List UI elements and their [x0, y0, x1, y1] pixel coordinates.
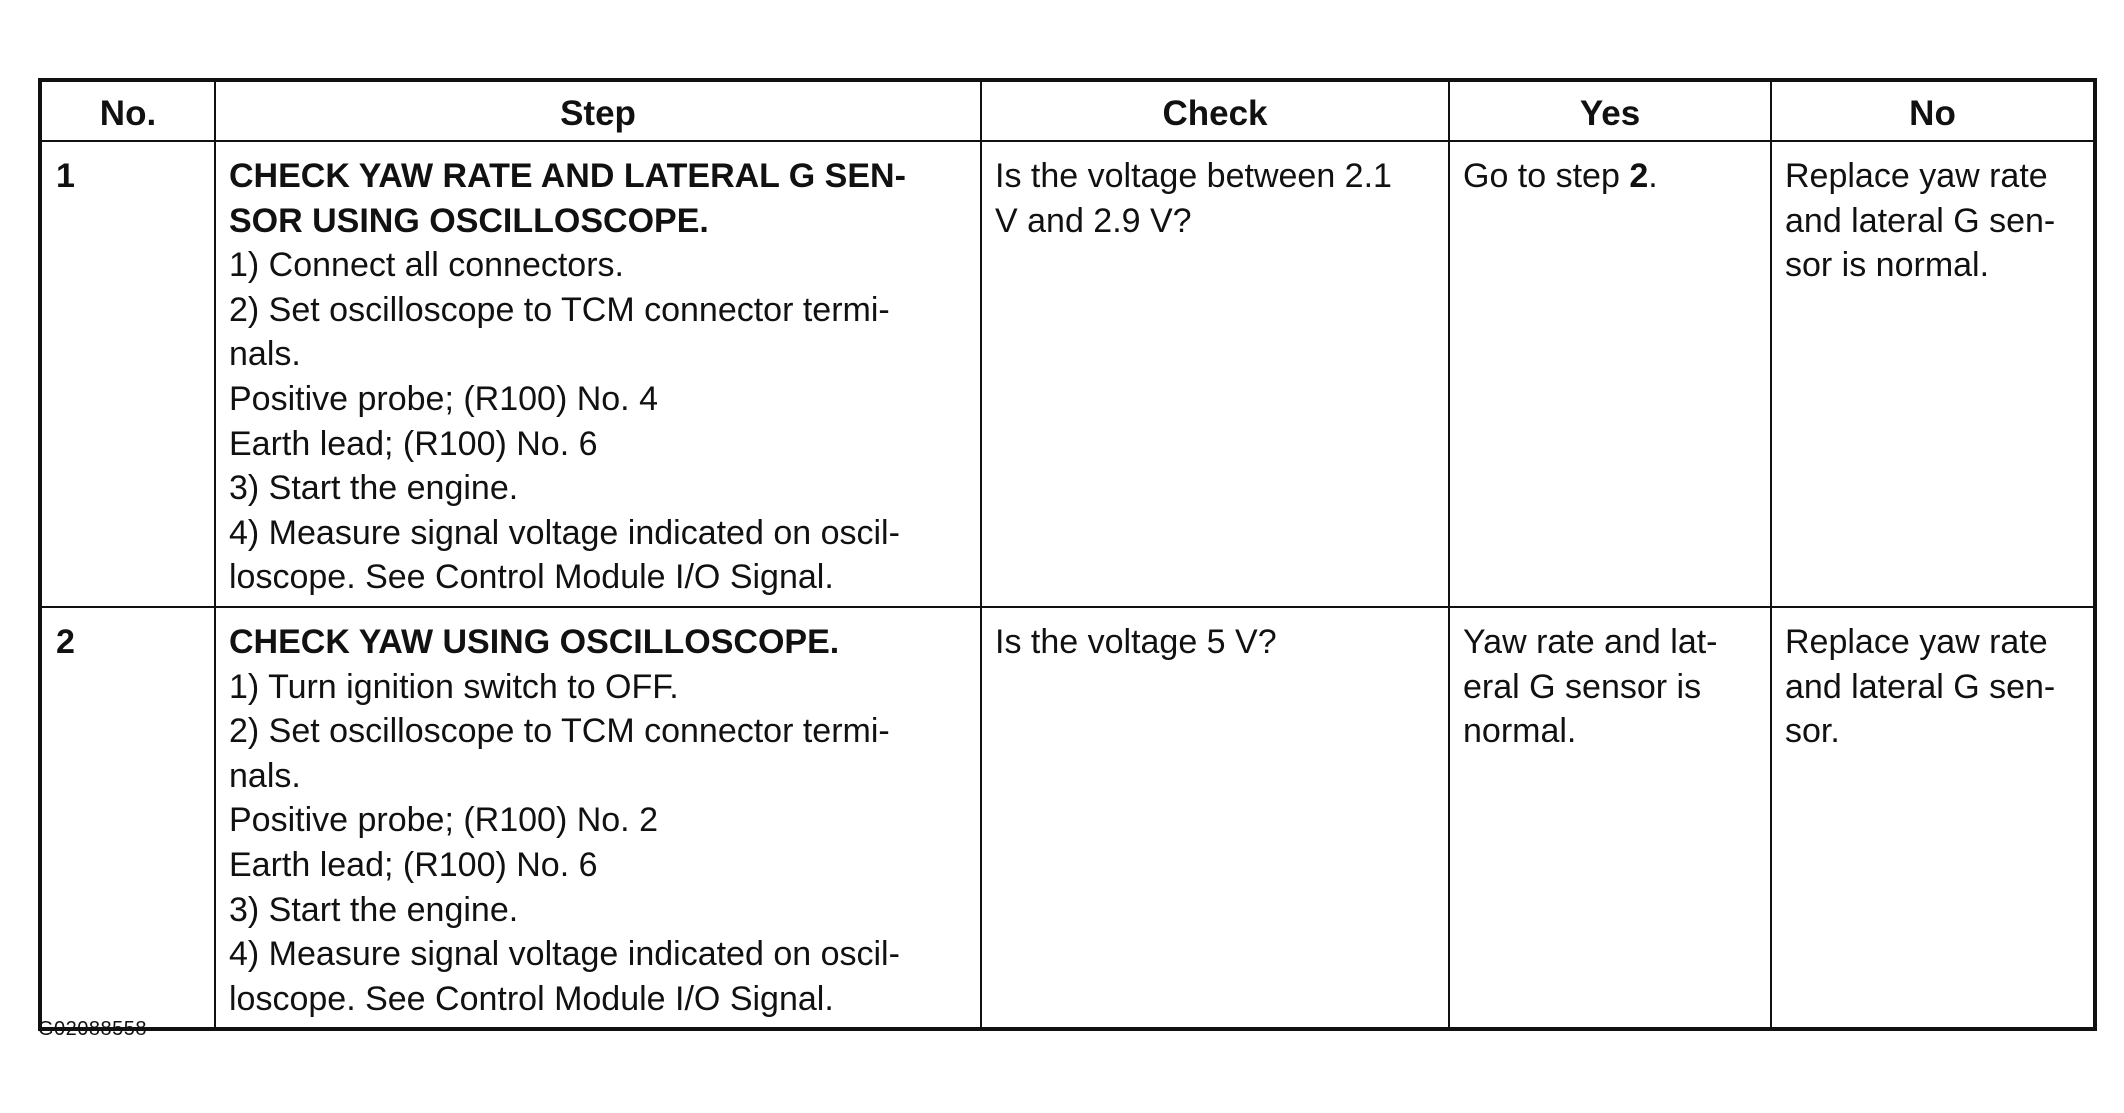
step-cell	[215, 141, 981, 607]
check-cell	[981, 607, 1449, 1029]
no-cell	[1771, 141, 2095, 607]
step-line: loscope. See Control Module I/O Signal.	[229, 979, 834, 1018]
step-line: 3) Start the engine.	[229, 890, 519, 929]
header-yes: Yes	[1449, 80, 1771, 141]
step-line: 1) Turn ignition switch to OFF.	[229, 667, 679, 706]
yes-text-end: .	[1648, 157, 1658, 195]
diagnostic-procedure-table	[38, 78, 2097, 1031]
header-step: Step	[215, 80, 981, 141]
no-line: sor.	[1785, 712, 1840, 751]
check-line: Is the voltage 5 V?	[995, 623, 1277, 661]
header-check: Check	[981, 80, 1449, 141]
step-title-line: CHECK YAW USING OSCILLOSCOPE.	[229, 623, 840, 661]
yes-line: Yaw rate and lat-	[1463, 623, 1718, 661]
no-line: Replace yaw rate	[1785, 157, 2048, 195]
step-line: Positive probe; (R100) No. 4	[229, 379, 658, 418]
no-line: and lateral G sen-	[1785, 201, 2056, 240]
yes-line: normal.	[1463, 712, 1577, 751]
step-line: Earth lead; (R100) No. 6	[229, 424, 598, 463]
yes-line: eral G sensor is	[1463, 667, 1702, 706]
table-header-row	[40, 80, 2095, 141]
step-line: 1) Connect all connectors.	[229, 246, 624, 285]
figure-id: G02088558	[38, 1018, 148, 1040]
yes-cell	[1449, 141, 1771, 607]
step-line: 2) Set oscilloscope to TCM connector termi-	[229, 712, 890, 751]
step-line: nals.	[229, 756, 301, 795]
step-line: nals.	[229, 335, 301, 374]
step-title-line: SOR USING OSCILLOSCOPE.	[229, 201, 709, 240]
no-line: Replace yaw rate	[1785, 623, 2048, 661]
no-line: and lateral G sen-	[1785, 667, 2056, 706]
yes-line	[1463, 154, 1760, 199]
yes-step-number: 2	[1629, 157, 1649, 195]
row-number: 2	[40, 607, 215, 1029]
check-cell	[981, 141, 1449, 607]
step-line: 4) Measure signal voltage indicated on oscil-	[229, 513, 900, 552]
table-row	[40, 141, 2095, 607]
step-line: 4) Measure signal voltage indicated on oscil-	[229, 935, 900, 974]
check-line: Is the voltage between 2.1	[995, 157, 1392, 195]
yes-cell	[1449, 607, 1771, 1029]
no-line: sor is normal.	[1785, 246, 1990, 285]
row-number: 1	[40, 141, 215, 607]
yes-text: Go to step	[1463, 157, 1630, 195]
step-cell	[215, 607, 981, 1029]
step-line: loscope. See Control Module I/O Signal.	[229, 558, 834, 597]
step-line: 3) Start the engine.	[229, 469, 519, 508]
table-row	[40, 607, 2095, 1029]
no-cell	[1771, 607, 2095, 1029]
step-title-line: CHECK YAW RATE AND LATERAL G SEN-	[229, 157, 906, 195]
check-line: V and 2.9 V?	[995, 201, 1192, 240]
header-no-result: No	[1771, 80, 2095, 141]
header-no: No.	[40, 80, 215, 141]
step-line: Positive probe; (R100) No. 2	[229, 801, 658, 840]
step-line: Earth lead; (R100) No. 6	[229, 845, 598, 884]
step-line: 2) Set oscilloscope to TCM connector termi-	[229, 290, 890, 329]
